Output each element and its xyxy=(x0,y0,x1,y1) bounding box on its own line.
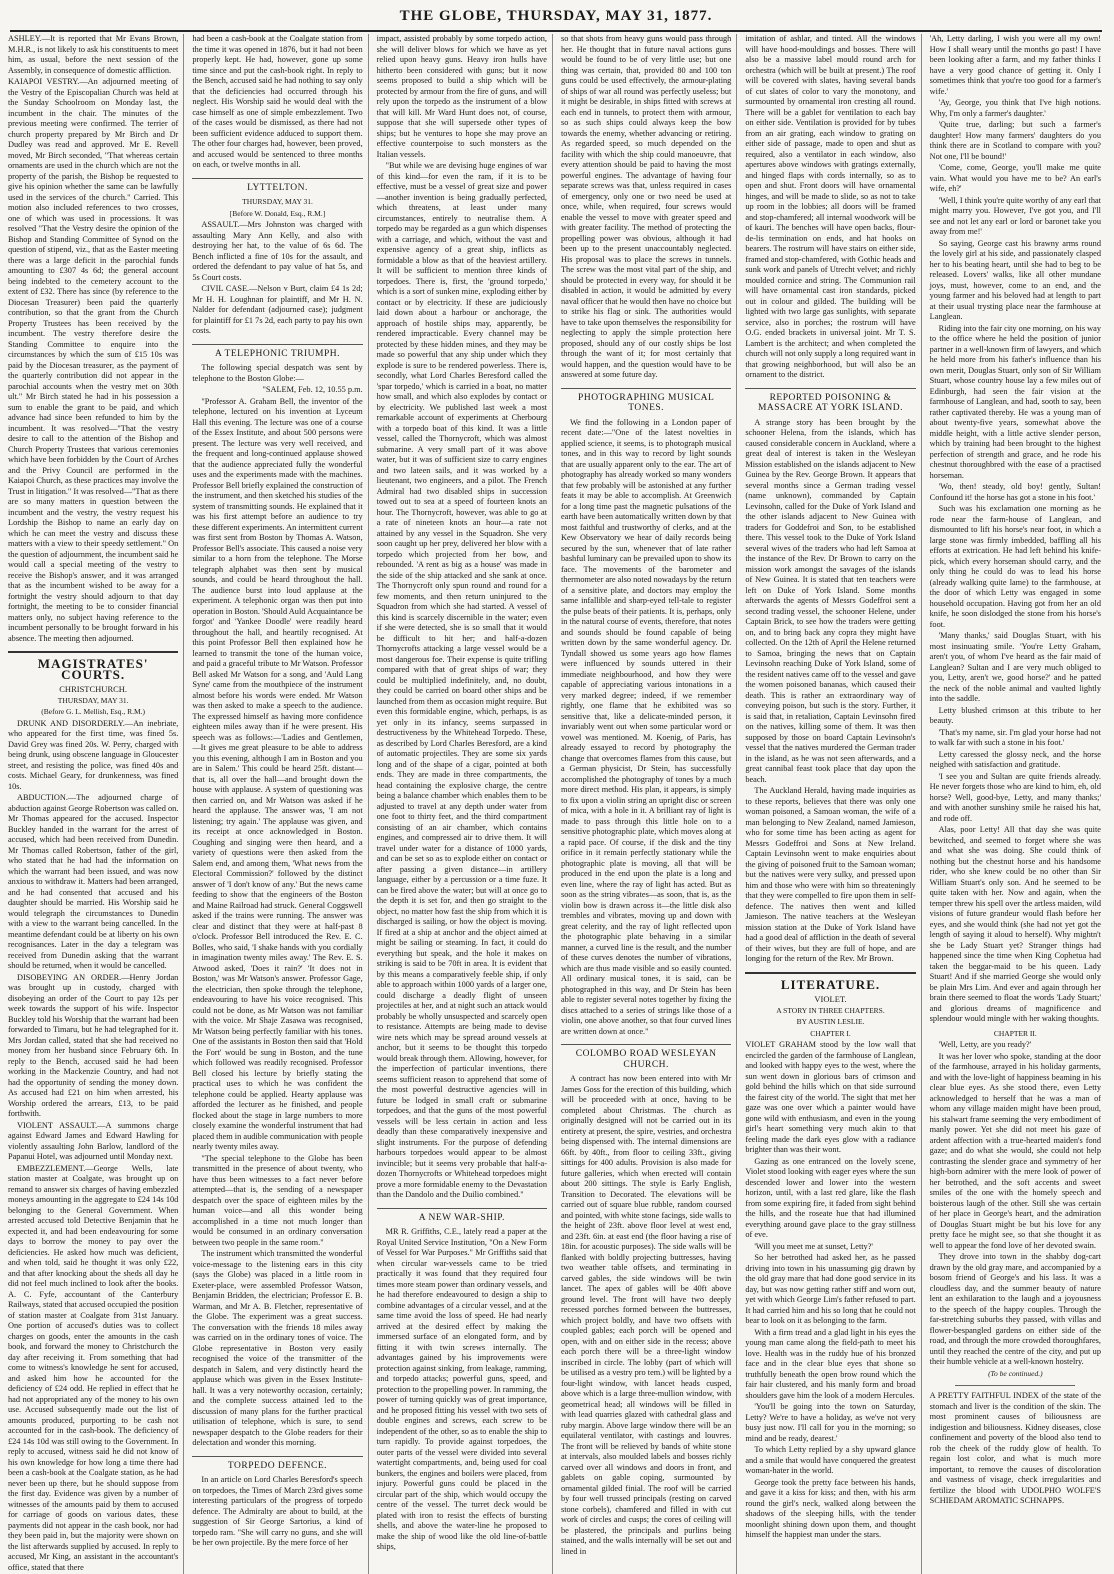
story-p15: Riding into the fair city one morning, on his way to the office where he held the position of junior partner in a well-known firm of lawyers, and which he held more from his father's influence than his own merit, Douglas Stuart, only son of Sir William Stuart, whose country house lay a few miles out of Edinburgh, had seen the fair vision at the farmhouse of Langlean, and had, sooth to say, been rather captivated thereby. He was a young man of about twenty-five years, somewhat above the middle height, with a little active slender person, which by training had been brought to the highest perfection of strength and grace, and he rode his chestnut thoroughbred with the ease of a practised horseman. xyxy=(929,323,1101,480)
torpedo-cont: impact, assisted probably by some torpedo action, she will deliver blows for which we have as yet relied upon heavy guns. Heavy iron hulls have hitherto been considered with guns; but it now seems proposed to build a ship which will be protected by armour from the fire of guns, and will rely upon the torpedo as the instrument of a blow that will kill. Mr Ward Hunt does not, of course, suppose that she will supersede other types of ships; but he ventures to hope she may prove an effective counterpoise to such monsters as the Italian vessels. xyxy=(376,34,547,159)
story-p1: VIOLET GRAHAM stood by the low wall that encircled the garden of the farmhouse of Langlean, and looked with happy eyes to the west, where the sun went down in glorious bars of crimson and gold behind the hills which on that side surround the fairest city of the world. The sight that met her gaze was one over which a painter would have gone wild with enthusiasm, and even in the young girl's heart something very much akin to that feeling made the dark eyes glow with a radiance brighter than was their wont. xyxy=(745,1040,916,1154)
story-p9: 'Ah, Letty darling, I wish you were all my own! How I shall weary until the months go past! I have been looking after a farm, and my father thinks I have a very good chance of getting it. Only I sometimes think that you're too good for a farmer's wife.' xyxy=(929,34,1101,96)
telephone-intro: The following special despatch was sent by telephone to the Boston Globe:— xyxy=(192,363,363,383)
case-embezzlement-cont: had been a cash-book at the Coalgate station from the time it was opened in 1876, but it had not been properly kept. He had, however, gone up some time since and put the cash-book right. In reply to the Bench, accused said he had nothing to say only that the deficiencies had occurred through his neglect. His Worship said he would deal with the case himself as one of simple embezzlement. Two of the cases would be dismissed, as there had not been sufficient evidence adduced to support them. The other four charges had, however, been proved, and accused would be sentenced to three months on each, or twelve months in all. xyxy=(192,34,363,169)
column-3 xyxy=(377,34,553,1574)
heading-telephonic-triumph: A TELEPHONIC TRIUMPH. xyxy=(192,344,362,360)
story-p16: 'Wo, then! steady, old boy! gently, Sultan! Confound it! the horse has got a stone in his foot.' xyxy=(929,482,1101,502)
column-6 xyxy=(930,34,1106,1574)
story-p6: 'You'll be going into the town on Saturday, Letty? We're to have a holiday, as we've not very busy just now. I'll call for you in the morning; so mind and be ready, dearest.' xyxy=(745,1402,916,1443)
column-2 xyxy=(192,34,368,1574)
war-ship-cont: so that shots from heavy guns would pass through her. He thought that in future naval actions guns would be found to be of very little use; but one thing was certain, that, provided 80 and 100 ton guns could be used effectively, the armour-plating of ships of war all round was perfectly useless; but it might be desirable, in ships fitted with screws at each end in tunnels, to protect them with armour, so as such ships could always keep the bow towards the enemy, whether advancing or retiring. As regarded speed, so much depended on the facility with which the ship could manoeuvre, that every attention should be paid to having the most powerful engines. The advantage of having four separate screws was that, unless required in cases of emergency, only one or two need be used at once, while, when required, four screws would enable the vessel to move with greater speed and with greater facility. The method of protecting the propelling power was obvious, although it had been up to the present unaccountably neglected. His proposal was to place the screws in tunnels. The screw was the most vital part of the ship, and should be protected in every way, for should it be disabled in action, it would be admitted by every naval officer that he would then have no choice but to strike his flag or sink. The authorities would have to take upon themselves the responsibility for neglecting to apply the simple protection here proposed, should any of our costly ships be lost through the want of it; for most certainly that would happen, and the question would have to be answered at some future day. xyxy=(560,34,732,379)
story-p17: Such was his exclamation one morning as he rode near the farm-house of Langlean, and dismounted to lift his horse's near foot, in which a large stone was firmly imbedded, baffling all his efforts at extrication. He had left behind his knife-pick, which every horseman should carry, and the only thing he could do was to lead his horse (already walking quite lame) to the farmhouse, at the door of which Letty was engaged in some household occupation. Having got from her an old knife, he soon dislodged the stone from his horse's foot. xyxy=(929,504,1101,629)
article-kaiapoi-vestry: KAIAPOI VESTRY.—An adjourned meeting of the Vestry of the Episcopalian Church was held at the Sunday Schoolroom on Monday last, the incumbent in the chair. The minutes of the previous meeting were confirmed. The terrier of church property prepared by Mr Birch and Dr Dudley was read and approved. Mr E. Revell moved, Mr Birch seconded, "That whereas certain ornaments are used in the church which are not the property of the parish, the Bishop be requested to give his opinion whether the same can be lawfully used in the services of the church." Carried. This motion also included references to two crosses, one of which was used in processions. It was resolved "That the Vestry desire the opinion of the Bishop and Standing Committee of Synod on the question of stipend, viz., that as the Easter meeting there was a large deficit in the parochial funds amounting to £307 4s 6d; the general account being indebted to the cemetery account to the extent of £32. There has since (by reference to the Diocesan Treasurer) been paid the quarterly contribution, so that the grant from the Church Property Trustees has been received by the incumbent. The vestry therefore desire the Standing Committee to enquire into the circumstances by which the sum of £15 10s was paid by the Diocesan treasurer, as the payment of the quarterly contribution did not appear in the parochial accounts when the vestry met on 30th ult." Mr Birch stated he had in his possession a sum to enable the grant to be paid, and which advance had since been refunded to him by the incumbent. It was resolved—"That the vestry desire to call to the attention of the Bishop and Church Property Trustees that various ceremonies which have been forbidden by the Court of Arches and the Privy Council are performed in the Kaiapoi Church, as these practices may involve the Trust in litigation." It was resolved—"That as there are so many matters in question between the incumbent and the vestry, the vestry request his Lordship the Bishop to name an early day on which he can meet the vestry and discuss these matters with a view to their speedy settlement." On the question of adjournment, the incumbent said he would call a special meeting of the vestry to receive the Bishop's answer, and it was arranged that as the incumbent wished to be away for a fortnight the vestry should adjourn to that day fortnight, the meeting to be to consider financial matters only, no subject having reference to the incumbent personally to be brought forward in his absence. The meeting then adjourned. xyxy=(8,77,179,643)
telephone-dateline: "SALEM, Feb. 12, 10.55 p.m. xyxy=(262,385,363,394)
chapter-two: CHAPTER II. xyxy=(993,1028,1037,1038)
heading-torpedo-defence: TORPEDO DEFENCE. xyxy=(192,1456,362,1472)
story-p11: 'Quite true, darling; but such a farmer's daughter! How many farmers' daughters do you think there are in Scotland to compare with you? Not one, I'll be bound!' xyxy=(929,120,1101,161)
photographing-body: We find the following in a London paper of recent date:—"One of the latest novelties in applied science, it seems, is to photograph musical tones, and in this way to record by light sounds that are usually apparent only to the ear. The art of photography has already worked so many wonders that few probably will be astonished at any further feats it may be able to accomplish. At Greenwich for a long time past the magnetic pulsations of the earth have been automatically written down by that most faithful and trustworthy of clerks, and at the Kew Observatory we hear of daily records being secured by the sun, whenever that of late rather bashful luminary can be prevailed upon to show its face. The movements of the barometer and thermometer are also noted nowadays by the return of a sensitive plate, and doctors may employ the same infallible and sharp-eyed tell-tale to register the pulse beats of their patients. It is, perhaps, only in the natural course of events, therefore, that notes and sounds should be found capable of being written down by the same wonderful agency. Dr. Tyndall showed us some years ago how flames were influenced by sounds uttered in their immediate neighbourhood, and how they were capable of appreciating various intonations in a very marked degree; indeed, if we remember rightly, one flame that he exhibited was so sensitive that, like a delicate-minded person, it invariably went out when some particular word or vowel was mentioned. M. Koenig, of Paris, has already essayed to record by photography the change that overcomes flames from this cause, but a German physicist, Dr Stein, has successfully accomplished the photography of tones by a much more direct method. His plan, it appears, is simply to fix upon a violin string an upright disc or screen of mica, with a hole in it. A brilliant ray of light is made to pass through this little hole on to a sensitive photographic plate, which moves along at a rapid pace. Of course, if the disk and the tiny orifice in it remain perfectly stationary while the photographic plate is moving, all that will be produced in the end upon the plate is a long and even line, where the ray of light has acted. But as soon as the string vibrates—as soon, that is, as the violin bow is drawn across it—the little disk also trembles and vibrates, moving up and down with great celerity, and the ray of light reflected upon the photographic plate behaving in a similar manner, a curved line is the result, and the number of these curves denotes the number of vibrations, which are thus made visible and so easily counted. All ordinary musical tones, it is said, can be photographed in this way, and Dr Stein has been able to register several notes together by fixing the discs attached to a series of strings like those of a violin, one above another, so that four curved lines are written down at once." xyxy=(560,417,732,1036)
story-p20: 'That's my name, sir. I'm glad your horse had not to walk far with such a stone in his foot.' xyxy=(929,727,1101,747)
telephone-special: "The special telephone to the Globe has been transmitted in the presence of about twenty, who have thus been witnesses to a fact never before attempted—that is, the sending of a newspaper despatch over the space of eighteen miles by the human voice—and all this wonder being accomplished in a time not much longer than would be consumed in an ordinary conversation between two people in the same room." xyxy=(192,1153,363,1247)
court-date: THURSDAY, MAY 31. xyxy=(57,695,129,705)
story-title: VIOLET. xyxy=(814,994,847,1004)
heading-colombo-road-church: COLOMBO ROAD WESLEYAN CHURCH. xyxy=(561,1044,731,1070)
masthead: THE GLOBE, THURSDAY, MAY 31, 1877. xyxy=(10,4,1102,32)
telephone-body: "Professor A. Graham Bell, the inventor of the telephone, lectured on his invention at Lyceum Hall this evening. The lecture was one of a course of the Essex Institute, and about 500 persons were present. The lecture was very well received, and the frequent and long-continued applause showed that the audience appreciated fully the wonderful uses and the experiments made with the machines. Professor Bell briefly explained the construction of the instrument, and then sketched his studies of the system of transmitting sounds. He explained that it was his first attempt before an audience to try these different experiments. An intermittent current was first sent from Boston by Thomas A. Watson, Professor Bell's associate. This caused a noise very similar to a horn from the telephone. The Morse telegraph alphabet was then sent by musical sounds, and could be heard throughout the hall. The audience burst into loud applause at the experiment. A telephonic organ was then put into operation in Boston. 'Should Auld Acquaintance be forgot' and 'Yankee Doodle' were readily heard throughout the hall, and heartily recognised. At this point Professor Bell then explained how he learned to transmit the tone of the human voice, and paid a graceful tribute to Mr Watson. Professor Bell asked Mr Watson for a song, and 'Auld Lang Syne' came from the mouthpiece of the instrument almost before his words were ended. Mr Watson was then asked to make a speech to the audience. The expressed himself as having more confidence eighteen miles away than if he were present. His speech was as follows:—'Ladies and Gentlemen,—It gives me great pleasure to be able to address you this evening, although I am in Boston and you are in Salem.' This could be heard 25ft. distant—that is, all over the hall—and brought down the house with applause. A system of questioning was then carried on, and Mr Watson was asked if he heard the applause. The answer was, 'I am not listening; try again.' The applause was given, and its receipt at once acknowledged in Boston. Coughing and singing were then heard, and a variety of questions were then asked from the Salem end, and among them, 'What news from the Electoral Commission?' followed by the distinct answer of 'I don't know of any.' But the news came feeding to show that the engineers of the Boston and Maine Railroad had struck. General Coggswell asked if the trains were running. The answer was clear and distinct that they were at half-past 8 o'clock. Professor Bell introduced the Rev. E. C. Bolles, who said, 'I shake hands with you cordially in imagination twenty miles away.' The Rev. E. S. Atwood asked, 'Does it rain?' 'It does not in Boston,' was Mr Watson's answer. Professor Gage, the electrician, then spoke through the telephone, endeavouring to have his voice recognised. This could not be done, as Mr Watson was not familiar with the voice. Mr Shaje Zasawa was recognised, Mr Watson being perfectly familiar with his tones. One of the assistants in Boston then said that 'Hold the Fort' would be sung in Boston, and the tune which followed was readily recognised. Professor Bell closed his lecture by briefly stating the practical uses to which he was confident the telephone could be applied. Hearty applause was afforded the lecturer as he finished, and people flocked about the stage in large numbers to more closely examine the wonderful instrument that had placed them in audible communication with people nearly twenty miles away. xyxy=(192,396,363,1151)
story-p4: So her betrothed had asked her, as he passed driving into town in his unassuming gig drawn by the old gray mare that had done good service in its day, but was now getting rather stiff and worn out, yet with which George Lim's father refused to part. It had carried him and his so long that he could not bear to look on it as belonging to the farm. xyxy=(745,1253,916,1325)
story-p26: They drove into town in the shabby dog-cart drawn by the old gray mare, and accompanied by a bosom friend of George's and his lass. It was a cloudless day, and the summer beauty of nature lent an exhilaration to the laugh and a joyousness to the speech of the happy couples. Through the far-stretching suburbs they passed, with villas and flower-bespangled gardens on either side of the road, and through the more crowded thoroughfares, until they reached the centre of the city, and put up their humble vehicle at a well-known hostelry. xyxy=(929,1252,1101,1366)
case-violent-assault: VIOLENT ASSAULT.—A summons charge against Edward James and Edward Hawling for violently assaulting John Barlow, landlord of the Papanui Hotel, was adjourned until Monday next. xyxy=(8,1120,179,1161)
torpedo-intro: In an article on Lord Charles Beresford's speech on torpedoes, the Times of March 23rd gives some interesting particulars of the progress of torpedo defence. The Admiralty are about to build, at the suggestion of Sir George Sartorius, a kind of torpedo ram. "She will carry no guns, and she will be her own projectile. By the mere force of her xyxy=(192,1475,363,1547)
column-grid xyxy=(8,34,1106,1572)
divider xyxy=(955,1385,1075,1386)
story-p8: George took the pretty face between his hands, and gave it a kiss for kiss; and then, with his arm round the girl's neck, walked along between the shadows of the sleeping hills, with the tender moonlight shining down upon them, and thought himself the happiest man under the stars. xyxy=(745,1477,916,1539)
column-5 xyxy=(745,34,921,1574)
war-ship-body: MR R. Griffiths, C.E., lately read a paper at the Royal United Service Institution, "On a New Form of Vessel for War Purposes." Mr Griffiths said that when circular war-vessels came to be tried practically it was found that they required four times more steam power than ordinary vessels, and he had therefore endeavoured to design a ship to combine advantages of a circular vessel, and at the same time avoid the loss of speed. He had nearly arrived at the desired effect by making the immersed surface of an elongated form, and by fitting it with twin screws internally. The advantages gained by his improvements were protection against sinking, from leakage, ramming, and torpedo attacks; powerful guns, speed, and protection to the propelling power. In ramming, the power of turning quickly was of great importance, and he proposed fitting his vessel with two sets of double engines and screws, each screw to be independent of the other, so as to enable the ship to turn rapidly. To provide against torpedoes, the outer parts of the vessel were divided into several watertight compartments, and, being used for coal bunkers, the engines and boilers were placed, from injury. Powerful guns could be placed in the circular part of the ship, which would occupy the centre of the vessel. The turret deck would be plated with iron to resist the effects of bursting shells, and above the water-line he proposed to make the ship of wood like the old line-of-battle ships, xyxy=(376,1227,547,1551)
lyttelton-date: THURSDAY, MAY 31. xyxy=(242,197,313,206)
chapter-one: CHAPTER I. xyxy=(810,1028,851,1038)
advertisement-schnapps: A PRETTY FAITHFUL INDEX of the state of the stomach and liver is the condition of the skin. The most prominent causes of biliousness are indigestion and biliousness. Kidney diseases, close confinement and poverty of the blood also tend to rob the cheek of the ruddy glow of health. To regain lost color, and what is much more important, to remove the causes of discoloration and vastness of visage, check irregularities and fertilize the blood with UDOLPHO WOLFE'S SCHIEDAM AROMATIC SCHNAPPS. xyxy=(929,1391,1101,1505)
column-4 xyxy=(561,34,737,1574)
york-island-body: A strange story has been brought by the schooner Helena, from the islands, which has caused considerable concern in Auckland, where a great deal of interest is taken in the Wesleyan Mission established on the islands adjacent to New Guinea by the Rev. George Brown. It appears that several months since a German trading vessel (name unknown), commanded by Captain Levinsohn, called for the Duke of York Island and the other islands adjacent to New Guinea with traders for Goddefroi and Son, to be established there. This vessel took to the Duke of York Island several wives of the traders who had left Samoa at the instance of the Rev. Dr Brown to carry on the mission work amongst the savages of the islands of New Guinea. It is stated that ten teachers were left on Duke of York Island. Some months afterwards the agents of Messrs Godeffroi sent a second trading vessel, the schooner Helene, under Captain Brick, to see how the traders were getting on, and to bring back any copra they might have collected. On the 12th of April the Helene returned to Samoa, bringing the news that on Captain Levinsohn reaching Duke of York Island, some of the resident natives came off to the vessel and gave the women poisoned bananas, which caused their death. This is rather an extraordinary way of conveying poison, but such is the story. Further, it is said that, in retaliation, Captain Levinsohn fired on the natives, killing some of them. It was then supposed by those on board Captain Levinsohn's vessel that the natives murdered the German trader in the island, as he was not seen afterwards, and a great cannibal feast took place that day upon the beach. xyxy=(745,417,916,784)
story-p12: 'Come, come, George, you'll make me quite vain. What would you have me to be? An earl's wife, eh?' xyxy=(929,163,1101,193)
article-ashley: ASHLEY.—It is reported that Mr Evans Brown, M.H.R., is not likely to ask his constituents to meet him, as usual, before the next session of the Assembly, in consequence of domestic affliction. xyxy=(8,34,179,75)
church-body: A contract has now been entered into with Mr James Goss for the erection of this building, which will be proceeded with at once, having to be completed about Christmas. The church as originally designed will not be carried out in its entirety at present, the spire, vestries, and orchestra being dispensed with. The internal dimensions are 66ft. by 40ft., from floor to ceiling 33ft., giving sittings for 400 adults. Provision is also made for future galleries, which when erected will contain about 200 sittings. The style is Early English, Transition to Decorated. The elevations will be carried out of square blue rubble, random coursed and pointed, with white stone facings, side walls to the height of 23ft. above floor level at west end, and 23ft. 6in. at east end (the floor having a rise of 18in. for acoustic purposes). The side walls will be flanked with boldly projecting buttresses, having two weather table offsets, and terminating in carved gables, the side windows will be twin lancet. The apex of gables will be 40ft above ground level. The front will have two deeply recessed porches formed between the buttresses, which project boldly, and have two offsets with coupled gables; each porch will be opened and open, with and on either side in the recess; above each porch there will be a three-light window inscribed in circle. The lobby (part of which will be utilised as a vestry pro tem.) will be lighted by a four-light window, with lancet heads cusped, above which is a large three-mullion window, with geometrical head; all windows will be filled in with lead quarries glazed with cathedral glass and ruby margin. Above large window there will be an equilateral ventilator, with castings and louvres. The front will be relieved by bands of white stone at intervals, also moulded labels and bosses richly carved over all windows and doors in front, and gablets on gable coping, surmounted by ornamental gilded finial. The roof will be carried by four well trussed principals (resting on carved stone corbels), chamfered and filled in with cut work of circles and cusps; the cores of ceiling will be plastered, the principals and purlins being stained, and the walls internally will be set out and lined in xyxy=(560,1074,732,1556)
heading-york-island: REPORTED POISONING & MASSACRE AT YORK ISLAND. xyxy=(745,388,915,414)
case-abduction: ABDUCTION.—The adjourned charge of abduction against George Robertson was called on. Mr Thomas appeared for the accused. Inspector Buckley handed in the warrant for the arrest of accused, which had been received from Dunedin. Mr Thomas called Robertson, father of the girl, who stated that he had had the information on which the warrant had been issued, and was now anxious to withdraw it. Matters had been arranged, and he had consented that accused and his daughter should be married. His Worship said he would telegraph the circumstances to Dunedin with a view to the warrant being cancelled. In the meantime defendant could be at liberty on his own recognisances. Later in the day a telegram was received from Dunedin asking that the warrant should be returned, when it would be cancelled. xyxy=(8,793,179,970)
story-p23: Alas, poor Letty! All that day she was quite bewitched, and seemed to forget where she was and what she was doing. She could think of nothing but the chestnut horse and his handsome rider, who she knew could be no other than Sir William Stuart's only son. And he seemed to be quite taken with her. Now and again, when the temper threw his spell over the artless maiden, wild visions of future grandeur would flash before her eyes, and she would think (she had not yet got the length of saying it aloud to herself). Why mightn't she be Lady Stuart yet? Stranger things had happened since the time when King Cophetua had taken the beggar-maid to be his queen. Lady Stuart! And if she married George she would only be plain Mrs Lim. And ever and again through her brain there seemed to float the words 'Lady Stuart;' and glorious dreams of magnificence and splendour would mingle with her waking thoughts. xyxy=(929,825,1101,1023)
story-p10: 'Ay, George, you think that I've high notions. Why, I'm only a farmer's daughter.' xyxy=(929,98,1101,118)
story-p2: Gazing as one entranced on the lovely scene, Violet stood looking with eager eyes where the sun descended lower and lower into the western horizon, until, with a last red glare, like the flash from some expiring fire, it faded from sight behind the hills, and the roseate hue that had illumined everything around gave place to the gray stillness of eve. xyxy=(745,1156,916,1239)
case-assault: ASSAULT.—Mrs Johnston was charged with assaulting Mary Ann Kelly, and also with destroying her hat, to the value of 6s 6d. The Bench inflicted a fine of 10s for the assault, and ordered the defendant to pay value of hat 5s, and 5s Court costs. xyxy=(192,220,363,282)
court-before: (Before G. L. Mellish, Esq., R.M.) xyxy=(41,707,146,716)
heading-lyttelton: LYTTELTON. xyxy=(192,178,362,194)
case-disobeying-order: DISOBEYING AN ORDER.—Henry Jordan was brought up in custody, charged with disobeying an order of the Court to pay 12s per week towards the support of his wife. Inspector Buckley told his Worship that the warrant had been forwarded to Timaru, but he had telegraphed for it. Mrs Jordan called, stated that she had received no money from her husband since February 6th. In reply to the Bench, accused said he had been working in the Mackenzie Country, and had not had the opportunity of sending the money down. As accused had £21 on him when arrested, his Worship ordered the arrears, £13, to be paid forthwith. xyxy=(8,972,179,1118)
story-p24: 'Well, Letty, are you ready?' xyxy=(938,1040,1032,1049)
story-p18: 'Many thanks,' said Douglas Stuart, with his most insinuating smile. 'You're Letty Graham, aren't you, of whom I've heard as the fair maid of Langlean? Sultan and I are very much obliged to you, Letty, aren't we, good horse?' and he patted the neck of the noble animal and vaulted lightly into the saddle. xyxy=(929,631,1101,703)
story-subtitle: A STORY IN THREE CHAPTERS. xyxy=(776,1005,885,1015)
case-embezzlement: EMBEZZLEMENT.—George Wells, late station master at Coalgate, was brought up on remand to answer six charges of having embezzled moneys amounting in the aggregate to £24 14s 10d belonging to the General Government. When arrested accused told Detective Benjamin that he expected it, and had been endeavouring for some days to borrow the money to pay over the deficiencies. He asked how much was deficient, and when told, said he thought it was only £22, and that after knocking about the sheds all day he did not feel much inclined to look after the books. A. C. Fyfe, accountant of the Canterbury Railways, stated that accused occupied the position of station master at Coalgate from 31st January. One portion of accused's duties was to collect charges on goods, enter the amounts in the cash book, and forward the money to Christchurch the day after receiving it. From something that had come to witness's knowledge he sent for accused, and asked him how he accounted for the deficiency of £24 odd. He replied in effect that he had not appropriated any of the money to his own use. Accused subsequently made out the list of amounts produced, purporting to be cash not accounted for in the cash-book. The deficiency of £24 14s 10d was still owing to the Government. In reply to accused, witness said he did not know of his own knowledge for how long a time there had been a cash-book at the Coalgate station, as he had never been up there, but he should suppose from the first day. Evidence was given by a number of witnesses of the amounts paid by them to accused for carriage of goods on various dates, these payments did not appear in the cash book, nor had they been paid in, but the majority were shown on the list afterwards supplied by accused. In reply to accused, Mr King, an assistant in the accountant's office, stated that there xyxy=(8,1163,179,1572)
story-p7: To which Letty replied by a shy upward glance and a smile that would have conquered the greatest woman-hater in the world. xyxy=(745,1445,916,1475)
story-p22: 'I see you and Sultan are quite friends already. He never forgets those who are kind to him, eh, old horse? Well, good-bye, Letty, and many thanks;' and with another sunshiny smile he raised his hat, and rode off. xyxy=(929,771,1101,823)
story-p14: So saying, George cast his brawny arms round the lovely girl at his side, and passionately clasped her to his beating heart, until she had to beg to be released. Lovers' walks, like all other mundane joys, must, however, come to an end, and the young farmer and his beloved had at length to part at their usual trysting place near the farmhouse at Langlean. xyxy=(929,238,1101,321)
story-p19: Letty blushed crimson at this tribute to her beauty. xyxy=(929,705,1101,725)
court-name: CHRISTCHURCH. xyxy=(59,684,128,694)
column-1 xyxy=(8,34,184,1574)
lyttelton-before: [Before W. Donald, Esq., R.M.] xyxy=(229,208,326,218)
heading-literature: LITERATURE. xyxy=(745,972,915,991)
case-drunk: DRUNK AND DISORDERLY.—An inebriate, who appeared for the first time, was fined 5s. David Grey was fined 20s. W. Perry, charged with being drunk, using obscene language in Gloucester street, and resisting the police, was fined 40s and costs. Michael Geary, for drunkenness, was fined 10s. xyxy=(8,718,179,791)
heading-new-war-ship: A NEW WAR-SHIP. xyxy=(377,1208,547,1224)
case-civil: CIVIL CASE.—Nelson v Burt, claim £4 1s 2d; Mr H. H. Loughnan for plaintiff, and Mr H. N. Nalder for defendant (adjourned case); judgment for plaintiff for £1 7s 2d, each party to pay his own costs. xyxy=(192,284,363,335)
telephone-instrument: The instrument which transmitted the wonderful voice-message to the listening ears in this city (says the Globe) was placed in a little room in Exeter-place, were assembled Professor Watson, Benjamin Bridden, the electrician; Professor E. B. Warman, and Mr A. B. Fletcher, representative of the Globe. The experiment was a great success. The conversation with the friends 18 miles away was carried on in the ordinary tones of voice. The Globe representative in Boston very easily recognised the voice of the transmitter of the despatch in Salem, and very distinctly heard the applause which was given in the Essex Institute-hall. It was a very noteworthy occasion, certainly; and the complete success attained led to the discussion of many plans for the further practical utilisation of telephone, which is sure, to send newspaper despatch to the Globe readers for their delectation and wonder this morning. xyxy=(192,1249,363,1447)
story-author: BY AUSTIN LESLIE. xyxy=(796,1017,865,1026)
torpedo-body: "But while we are devising huge engines of war of this kind—for even the ram, if it is to be effective, must be a vessel of great size and power—another invention is being gradually perfected, which threatens, at least under many circumstances, entirely to neutralise them. A torpedo may be regarded as a gun which dispenses with a carriage, and which, without the vast and expensive agency of a great ship, inflicts as formidable a blow as that of the heaviest artillery. It will be sufficient to mention three kinds of torpedoes. There is, first, the 'ground torpedo,' which is a sort of sunken mine, exploding either by contact or by electricity. If these are judiciously laid down about a harbour or anchorage, the approach of hostile ships may, apparently, be rendered impracticable. Every channel may be protected by these hidden mines, and they may be made so powerful that any ship under which they explode is sure to be rendered powerless. There is, secondly, what Lord Charles Beresford called the 'spar torpedo,' which is carried in a boat, no matter how small, and which also explodes by contact or by electricity. We published last week a most remarkable account of experiments at Cherbourg with a torpedo boat of this kind. It was a little vessel, called the Thornycroft, which was almost submarine. A very small part of it was above water, but it was of sufficient size to carry engines and two lateen sails, and it was worked by a lieutenant, two engineers, and a pilot. The French Admiral had two disabled ships in succession towed out to sea at a speed of fourteen knots an hour. The Thornycroft, however, was able to go at a rate of nineteen knots an hour—a rate not attained by any vessel in the Squadron. She very soon caught up her prey, delivered her blow with a torpedo which projected from her bow, and rebounded. 'A rent as big as a house' was made in the side of the ship attacked and she sank at once. The Thornycroft only spun round and round for a few moments, and then return uninjured to the Squadron from which she had started. A vessel of this kind is scarcely discernible in the water; even if she were detected, she is so small that it would be difficult to hit her; and half-a-dozen Thornycrofts attacking a large vessel would be a most dangerous foe. Their expense is quite trifling compared with that of great ships of war; they could be multiplied indefinitely, and, no doubt, they could be carried on board other ships and be launched from them as occasion might require. But even this formidable engine, which, perhaps, is as yet only in its infancy, seems surpassed in destructiveness by the Whitehead Torpedo. These, as described by Lord Charles Beresford, are a kind of automatic projectiles. They are some six yards long and of the shape of a cigar, pointed at both ends. They are made in three compartments, the head containing the explosive charge, the centre being a balance chamber which enables them to be adjusted to travel at any depth under water from one foot to thirty feet, and the third compartment consisting of an air chamber, which contains engines, and compressed air to drive them. It will travel under water for a distance of 1000 yards, and can be set so as to explode either on contact or after passing a given distance—in artillery language, either by a percussion or a time fuze. It can be fired above the water; but will at once go to the depth it is set for, and then go straight to the object, no matter how fast the ship from which it is discharged is sailing, or how the object is moving. If fired at a ship at anchor and the object aimed at might be sailing or steaming. In fact, it could do everything but speak, and the hole it makes on striking is said to be 70ft in area. It is evident that by this means a comparatively feeble ship, if only able to approach within 1000 yards of a larger one, could discharge a deadly flight of unseen projectiles at her, and at night such an attack would probably be wholly unsuspected and scarcely open to resistance. Attempts are being made to devise wire nets which may be spread around vessels at anchor, but it seems to be thought this torpedo would break through them. Allowing, however, for the imperfection of particular inventions, there seems sufficient reason to apprehend that some of the most powerful destructive agencies will in future be lodged in small craft or submarine torpedoes, and that the guns of the most powerful vessels will be less certain in action and less deadly than these comparatively inexpensive and slight instruments. For the purpose of defending harbours torpedoes would appear to be almost invincible; but it seems very probable that half-a-dozen Thornycrofts or Whitehead torpedoes might prove a more formidable enemy to the Devastation than the Dandolo and the Duilio combined." xyxy=(376,161,547,1199)
heading-photographing-tones: PHOTOGRAPHING MUSICAL TONES. xyxy=(561,388,731,414)
heading-magistrates-courts: MAGISTRATES' COURTS. xyxy=(8,651,178,680)
to-be-continued: (To be continued.) xyxy=(988,1368,1043,1378)
church-cont: imitation of ashlar, and tinted. All the windows will have hood-mouldings and bosses. There will also be a massive label mould round arch for orchestra (which will be built at present.) The roof will be covered with slates, having several bands of cut slates of color to vary the monotony, and surmounted by ornamental iron cresting all round. There will be a gablet for ventilation to each bay on either side. Ventilation is provided for by tubes from an air grating, each window to grating on either side of passage, made to open and shut as required, also a ventilator in each window, also apertures above windows with gratings externally, and hinged flaps with cords internally, so as to open and shut. Front doors will have ornamental hinges, and will be made to slide, so as not to take up room in the lobbies; all doors will be framed and stop-chamfered; all internal woodwork will be of kauri. The benches will have open backs, flour-de-lis termination on ends, and hat hooks on bearers. The rostrum will have stairs on either side, framed and stop-chamfered, with Gothic heads and sunk work and panels of Utrecht velvet; and richly moulded cornice and string. The Communion rail will have ornamental cast iron standards, picked out in colour and gilded. The building will be lighted with two large gas sunlights, with separate service, also in porches; the rostrum will have O.G. ended brackets in universal joint. Mr T. S. Lambert is the architect; and when completed the church will not only supply a long required want in that growing neighborhood, but will also be an ornament to the district. xyxy=(745,34,916,379)
story-p3: 'Will you meet me at sunset, Letty?' xyxy=(754,1241,873,1251)
story-p21: Letty caressed the glossy neck, and the horse neighed with satisfaction and gratitude. xyxy=(929,749,1101,769)
story-p25: It was her lover who spoke, standing at the door of the farmhouse, arrayed in his holiday garments, and with the love-light of happiness beaming in his clear blue eyes. As she stood there, even Letty acknowledged to herself that he was a man of whom any village maiden might have been proud, his stalwart frame seeming the very embodiment of manly power. Yet she did not meet his gaze of ardent affection with a true-hearted maiden's fond gaze; and do what she would, she could not help contrasting the slender grace and symmetry of her high-born admirer with the mere look of power of her betrothed, and the soft accents and sweet smiles of the one with the homely speech and boisterous laugh of the other. Still she was certain of her place in George's heart, and the admiration of Douglas Stuart might be but his love for any pretty face he might see, so that she thought it as well to appear the fond love of her devoted swain. xyxy=(929,1051,1101,1250)
york-island-herald: The Auckland Herald, having made inquiries as to these reports, believes that there was only one woman poisoned, a Samoan woman, the wife of a man belonging to New Zealand, named Jamieson, who for some time has been acting as agent for Messrs Godeffroi and Sons at New Ireland. Captain Levinsohn went to make enquiries about the giving of poisoned fruit to the Samoan woman; but the natives were very sulky, and pressed upon him and those who were with him so threateningly that they were compelled to fire upon them in self-defence. The natives then went and killed Jamieson. The native teachers at the Wesleyan mission station at the Duke of York Island have had a good deal of affliction in the death of several of their wives, but they are full of hope, and are longing for the return of the Rev. Mr Brown. xyxy=(745,786,916,963)
story-p13: 'Well, I think you're quite worthy of any earl that might marry you. However, I've got you, and I'll see and not let any earl or lord or baronet take you away from me!' xyxy=(929,195,1101,236)
story-p5: With a firm tread and a glad light in his eyes the young man came along the field-path to meet his love. Health was in the ruddy hue of his bronzed face and in the clear blue eyes that shone so truthfully beneath the open brow round which the fair hair clustered, and his manly form and broad shoulders gave him the look of a modern Hercules. xyxy=(745,1327,916,1400)
